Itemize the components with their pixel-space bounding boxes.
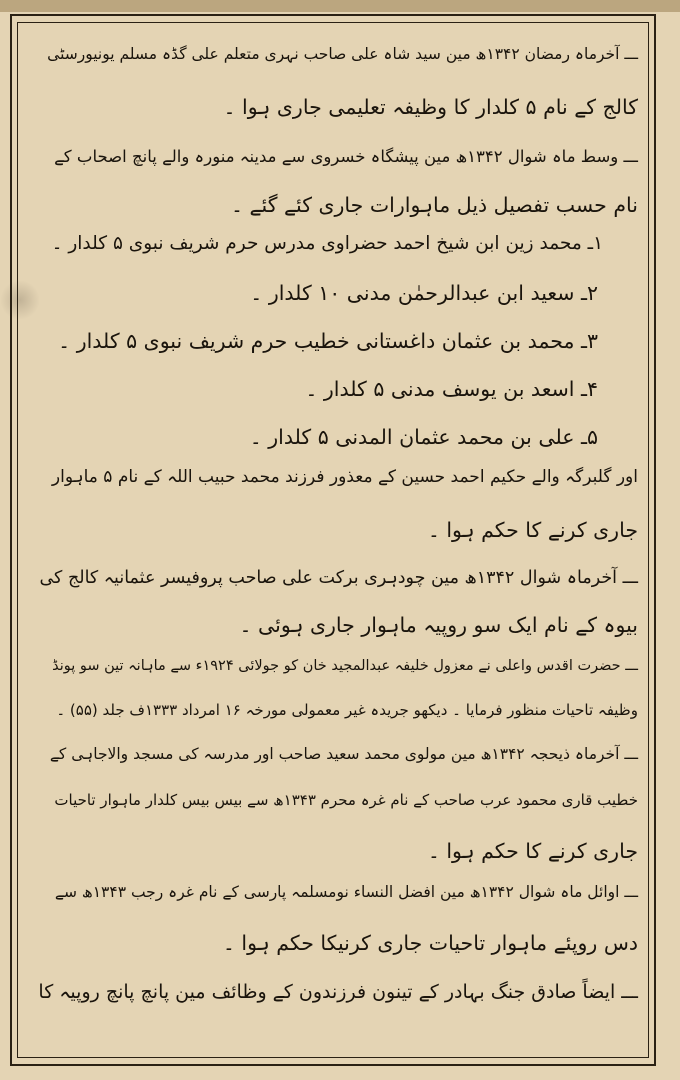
- text-line-1: ـــ آخرماہ رمضان ۱۳۴۲ھ مین سید شاہ علی صاحب نہری متعلم علی گڈہ مسلم یونیورسٹی: [47, 45, 638, 63]
- list-item-4: ۴ـ اسعد بن یوسف مدنی ۵ کلدار ۔: [305, 377, 598, 401]
- text-line-16: ـــ آخرماہ ذیحجہ ۱۳۴۲ھ مین مولوی محمد سعید صاحب اور مدرسہ کی مسجد والاجاہی کے: [49, 745, 638, 763]
- text-line-2: کالج کے نام ۵ کلدار کا وظیفہ تعلیمی جاری ہوا ۔: [223, 95, 638, 119]
- text-line-14: ـــ حضرت اقدس واعلی نے معزول خلیفہ عبدالمجید خان کو جولائی ۱۹۲۴ء سے ماہانہ تین سو پونڈ: [52, 658, 638, 674]
- text-line-3: ـــ وسط ماہ شوال ۱۳۴۲ھ مین پیشگاہ خسروی سے مدینہ منورہ والے پانچ اصحاب کے: [54, 147, 638, 166]
- list-item-2: ۲ـ سعید ابن عبدالرحمٰن مدنی ۱۰ کلدار ۔: [250, 281, 598, 305]
- text-line-20: دس روپئے ماہوار تاحیات جاری کرنیکا حکم ہوا ۔: [222, 931, 638, 955]
- text-line-21: ـــ ایضاً صادق جنگ بہادر کے تینون فرزندون کے وظائف مین پانچ پانچ روپیہ کا: [38, 981, 638, 1003]
- text-line-13: بیوہ کے نام ایک سو روپیہ ماہوار جاری ہوئی ۔: [239, 613, 638, 637]
- text-line-15: وظیفہ تاحیات منظور فرمایا ۔ دیکھو جریدہ غیر معمولی مورخہ ۱۶ امرداد ۱۳۳۳ف جلد (۵۵) ۔: [56, 701, 638, 719]
- text-line-4: نام حسب تفصیل ذیل ماہوارات جاری کئے گئے ۔: [231, 193, 638, 217]
- page-top-edge: [0, 0, 680, 12]
- list-item-3: ۳ـ محمد بن عثمان داغستانی خطیب حرم شریف نبوی ۵ کلدار ۔: [58, 329, 598, 353]
- list-item-1: ۱ـ محمد زین ابن شیخ احمد حضراوی مدرس حرم شریف نبوی ۵ کلدار ۔: [51, 233, 603, 254]
- text-line-12: ـــ آخرماہ شوال ۱۳۴۲ھ مین چودہری برکت علی صاحب پروفیسر عثمانیہ کالج کی: [39, 568, 638, 588]
- text-line-19: ـــ اوائل ماہ شوال ۱۳۴۲ھ مین افضل النساء نومسلمہ پارسی کے نام غرہ رجب ۱۳۴۳ھ سے: [54, 883, 638, 901]
- list-item-5: ۵ـ علی بن محمد عثمان المدنی ۵ کلدار ۔: [249, 425, 598, 449]
- text-line-17: خطیب قاری محمود عرب صاحب کے نام غرہ محرم ۱۳۴۳ھ سے بیس بیس کلدار ماہوار تاحیات: [54, 791, 638, 809]
- text-line-10: اور گلبرگہ والے حکیم احمد حسین کے معذور فرزند محمد حبیب اللہ کے نام ۵ ماہوار: [51, 467, 638, 487]
- text-line-18: جاری کرنے کا حکم ہوا ۔: [427, 839, 638, 863]
- text-line-11: جاری کرنے کا حکم ہوا ۔: [427, 518, 638, 542]
